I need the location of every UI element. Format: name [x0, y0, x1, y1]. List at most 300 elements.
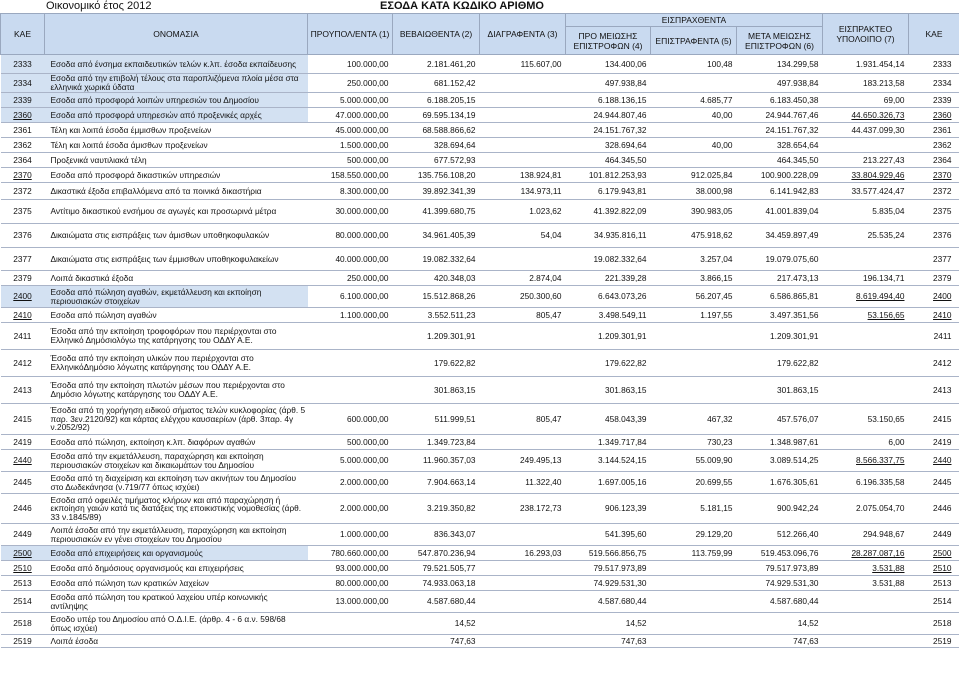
row-certified: 19.082.332,64	[393, 248, 480, 271]
col-header-deleted: ΔΙΑΓΡΑΦΕΝΤΑ (3)	[480, 14, 566, 55]
row-kae-code-right: 2415	[909, 404, 959, 435]
row-refunded: 40,00	[651, 138, 737, 153]
table-row	[1, 286, 959, 308]
row-kae-code: 2375	[1, 200, 45, 224]
row-collected-post-refunds: 79.517.973,89	[737, 561, 823, 576]
row-collected-pre-refunds: 6.179.943,81	[566, 183, 651, 200]
row-kae-code-right: 2446	[909, 494, 959, 524]
table-row	[1, 55, 959, 74]
row-deleted: 1.023,62	[480, 200, 566, 224]
table-body	[1, 55, 959, 648]
row-kae-code-right: 2333	[909, 55, 959, 74]
row-deleted: 2.874,04	[480, 271, 566, 286]
row-collected-pre-refunds: 4.587.680,44	[566, 591, 651, 613]
fiscal-year-label: Οικονομικό έτος 2012	[46, 0, 152, 12]
row-budget: 250.000,00	[308, 74, 393, 93]
row-kae-code-right: 2449	[909, 524, 959, 546]
row-kae-code-right: 2334	[909, 74, 959, 93]
row-budget	[308, 377, 393, 404]
row-collected-post-refunds: 134.299,58	[737, 55, 823, 74]
row-collected-post-refunds: 747,63	[737, 635, 823, 648]
row-certified: 179.622,82	[393, 350, 480, 377]
row-budget: 30.000.000,00	[308, 200, 393, 224]
row-kae-code-right: 2364	[909, 153, 959, 168]
row-deleted	[480, 613, 566, 635]
row-budget: 8.300.000,00	[308, 183, 393, 200]
row-remaining: 33.804.929,46	[823, 168, 909, 183]
row-description: Εσοδα από προσφορά υπηρεσιών από προξενικές αρχές	[45, 108, 308, 123]
row-remaining: 28.287.087,16	[823, 546, 909, 561]
row-collected-pre-refunds: 541.395,60	[566, 524, 651, 546]
table-row	[1, 138, 959, 153]
row-description: Λοιπά έσοδα	[45, 635, 308, 648]
row-remaining: 25.535,24	[823, 224, 909, 248]
row-deleted	[480, 561, 566, 576]
row-certified: 74.933.063,18	[393, 576, 480, 591]
row-kae-code-right: 2376	[909, 224, 959, 248]
row-description: Εσοδα από πώληση, εκποίηση κ.λπ. διαφόρων αγαθών	[45, 435, 308, 450]
row-deleted: 249.495,13	[480, 450, 566, 472]
table-row	[1, 248, 959, 271]
row-collected-post-refunds: 217.473,13	[737, 271, 823, 286]
row-budget	[308, 613, 393, 635]
row-remaining	[823, 591, 909, 613]
row-kae-code: 2410	[1, 308, 45, 323]
row-description: Εσοδα από πώληση του κρατικού λαχείου υπέρ κοινωνικής αντίληψης	[45, 591, 308, 613]
row-collected-post-refunds: 328.654,64	[737, 138, 823, 153]
row-collected-post-refunds: 6.586.865,81	[737, 286, 823, 308]
row-kae-code-right: 2370	[909, 168, 959, 183]
row-collected-post-refunds: 100.900.228,09	[737, 168, 823, 183]
row-kae-code: 2446	[1, 494, 45, 524]
row-collected-pre-refunds: 458.043,39	[566, 404, 651, 435]
row-kae-code: 2449	[1, 524, 45, 546]
row-refunded	[651, 74, 737, 93]
row-budget: 5.000.000,00	[308, 450, 393, 472]
row-kae-code-right: 2412	[909, 350, 959, 377]
row-collected-post-refunds: 6.183.450,38	[737, 93, 823, 108]
table-row	[1, 546, 959, 561]
row-remaining: 196.134,71	[823, 271, 909, 286]
row-budget: 5.000.000,00	[308, 93, 393, 108]
revenue-table	[0, 13, 959, 648]
row-description: Εσοδα από την επιβολή τέλους στα παροπλιζόμενα πλοία μέσα στα ελληνικά χωρικά ύδατα	[45, 74, 308, 93]
row-kae-code: 2362	[1, 138, 45, 153]
row-budget: 600.000,00	[308, 404, 393, 435]
row-certified: 328.694,64	[393, 138, 480, 153]
row-deleted	[480, 524, 566, 546]
row-refunded: 100,48	[651, 55, 737, 74]
row-collected-pre-refunds: 497.938,84	[566, 74, 651, 93]
row-kae-code-right: 2379	[909, 271, 959, 286]
row-refunded: 56.207,45	[651, 286, 737, 308]
row-remaining: 183.213,58	[823, 74, 909, 93]
row-kae-code-right: 2377	[909, 248, 959, 271]
row-certified: 420.348,03	[393, 271, 480, 286]
row-collected-pre-refunds: 328.694,64	[566, 138, 651, 153]
row-kae-code: 2412	[1, 350, 45, 377]
row-kae-code-right: 2500	[909, 546, 959, 561]
row-kae-code: 2334	[1, 74, 45, 93]
row-kae-code-right: 2419	[909, 435, 959, 450]
row-budget: 6.100.000,00	[308, 286, 393, 308]
row-remaining: 44.650.326,73	[823, 108, 909, 123]
col-header-kae-right: ΚΑΕ	[909, 14, 959, 55]
row-budget: 250.000,00	[308, 271, 393, 286]
row-description: Εσοδα από προσφορά δικαστικών υπηρεσιών	[45, 168, 308, 183]
row-collected-pre-refunds: 519.566.856,75	[566, 546, 651, 561]
row-deleted: 250.300,60	[480, 286, 566, 308]
row-collected-post-refunds: 14,52	[737, 613, 823, 635]
row-collected-post-refunds: 24.151.767,32	[737, 123, 823, 138]
row-description: Λοιπά δικαστικά έξοδα	[45, 271, 308, 286]
col-header-remaining: ΕΙΣΠΡΑΚΤΕΟ ΥΠΟΛΟΙΠΟ (7)	[823, 14, 909, 55]
row-deleted: 134.973,11	[480, 183, 566, 200]
row-deleted	[480, 248, 566, 271]
row-kae-code-right: 2362	[909, 138, 959, 153]
row-budget: 500.000,00	[308, 153, 393, 168]
row-certified: 79.521.505,77	[393, 561, 480, 576]
row-refunded: 113.759,99	[651, 546, 737, 561]
row-certified: 41.399.680,75	[393, 200, 480, 224]
row-refunded: 390.983,05	[651, 200, 737, 224]
row-budget	[308, 323, 393, 350]
row-deleted: 805,47	[480, 404, 566, 435]
row-kae-code: 2364	[1, 153, 45, 168]
row-deleted: 138.924,81	[480, 168, 566, 183]
row-collected-pre-refunds: 24.944.807,46	[566, 108, 651, 123]
row-collected-post-refunds: 301.863,15	[737, 377, 823, 404]
row-budget	[308, 635, 393, 648]
row-kae-code-right: 2518	[909, 613, 959, 635]
row-refunded	[651, 635, 737, 648]
row-remaining: 8.619.494,40	[823, 286, 909, 308]
row-description: Λοιπά έσοδα από την εκμετάλλευση, παραχώρηση και εκποίηση περιουσιακών εν γένει στοιχείων του Δημοσίου	[45, 524, 308, 546]
row-refunded	[651, 591, 737, 613]
row-certified: 836.343,07	[393, 524, 480, 546]
row-collected-post-refunds: 41.001.839,04	[737, 200, 823, 224]
row-refunded: 4.685,77	[651, 93, 737, 108]
col-header-pre-refunds: ΠΡΟ ΜΕΙΩΣΗΣ ΕΠΙΣΤΡΟΦΩΝ (4)	[566, 27, 651, 55]
row-deleted	[480, 74, 566, 93]
row-remaining: 294.948,67	[823, 524, 909, 546]
row-kae-code-right: 2410	[909, 308, 959, 323]
row-description: Εσοδα από ένσημα εκπαιδευτικών τελών κ.λπ. έσοδα εκπαίδευσης	[45, 55, 308, 74]
row-refunded: 29.129,20	[651, 524, 737, 546]
col-header-name: ΟΝΟΜΑΣΙΑ	[45, 14, 308, 55]
row-collected-post-refunds: 24.944.767,46	[737, 108, 823, 123]
row-certified: 34.961.405,39	[393, 224, 480, 248]
row-remaining: 44.437.099,30	[823, 123, 909, 138]
row-kae-code-right: 2445	[909, 472, 959, 494]
row-budget: 13.000.000,00	[308, 591, 393, 613]
row-refunded	[651, 576, 737, 591]
row-description: Εσοδα από οφειλές τιμήματος κλήρων και από παραχώρηση ή εκποίηση γαιών κατά τις διατάξεις της εποικιστικής νομοθεσίας (άρθ. 33 ν.1845/89)	[45, 494, 308, 524]
table-row	[1, 613, 959, 635]
table-row	[1, 524, 959, 546]
row-kae-code: 2333	[1, 55, 45, 74]
table-row	[1, 271, 959, 286]
row-refunded: 40,00	[651, 108, 737, 123]
row-description: Αντίτιμο δικαστικού ενσήμου σε αγωγές και προσωρινά μέτρα	[45, 200, 308, 224]
row-deleted: 805,47	[480, 308, 566, 323]
row-collected-pre-refunds: 14,52	[566, 613, 651, 635]
row-kae-code: 2400	[1, 286, 45, 308]
table-row	[1, 404, 959, 435]
row-remaining	[823, 248, 909, 271]
row-kae-code-right: 2514	[909, 591, 959, 613]
row-certified: 68.588.866,62	[393, 123, 480, 138]
row-kae-code: 2379	[1, 271, 45, 286]
row-budget: 1.500.000,00	[308, 138, 393, 153]
row-deleted	[480, 138, 566, 153]
row-budget: 45.000.000,00	[308, 123, 393, 138]
row-kae-code-right: 2440	[909, 450, 959, 472]
row-kae-code: 2339	[1, 93, 45, 108]
row-collected-post-refunds: 1.676.305,61	[737, 472, 823, 494]
row-collected-post-refunds: 3.497.351,56	[737, 308, 823, 323]
row-refunded	[651, 153, 737, 168]
row-description: Δικαιώματα στις εισπράξεις των άμισθων υποθηκοφυλακών	[45, 224, 308, 248]
row-deleted	[480, 435, 566, 450]
row-refunded	[651, 350, 737, 377]
row-remaining: 53.150,65	[823, 404, 909, 435]
row-refunded	[651, 123, 737, 138]
row-budget: 1.100.000,00	[308, 308, 393, 323]
row-collected-post-refunds: 457.576,07	[737, 404, 823, 435]
row-collected-pre-refunds: 6.643.073,26	[566, 286, 651, 308]
row-budget: 93.000.000,00	[308, 561, 393, 576]
row-deleted	[480, 108, 566, 123]
row-refunded: 3.257,04	[651, 248, 737, 271]
row-kae-code: 2377	[1, 248, 45, 271]
row-kae-code: 2445	[1, 472, 45, 494]
row-collected-post-refunds: 1.209.301,91	[737, 323, 823, 350]
table-row	[1, 224, 959, 248]
row-refunded: 475.918,62	[651, 224, 737, 248]
row-kae-code: 2361	[1, 123, 45, 138]
row-remaining: 8.566.337,75	[823, 450, 909, 472]
row-deleted	[480, 377, 566, 404]
row-description: Δικαιώματα στις εισπράξεις των έμμισθων υποθηκοφυλακείων	[45, 248, 308, 271]
row-description: Δικαστικά έξοδα επιβαλλόμενα από τα ποινικά δικαστήρια	[45, 183, 308, 200]
row-kae-code: 2419	[1, 435, 45, 450]
row-refunded: 5.181,15	[651, 494, 737, 524]
row-collected-pre-refunds: 1.697.005,16	[566, 472, 651, 494]
row-description: Εσοδα από δημόσιους οργανισμούς και επιχειρήσεις	[45, 561, 308, 576]
row-kae-code-right: 2372	[909, 183, 959, 200]
row-collected-post-refunds: 3.089.514,25	[737, 450, 823, 472]
row-collected-post-refunds: 900.942,24	[737, 494, 823, 524]
row-kae-code: 2510	[1, 561, 45, 576]
row-remaining: 5.835,04	[823, 200, 909, 224]
row-budget: 500.000,00	[308, 435, 393, 450]
col-header-refunded: ΕΠΙΣΤΡΑΦΕΝΤΑ (5)	[651, 27, 737, 55]
row-collected-pre-refunds: 79.517.973,89	[566, 561, 651, 576]
row-certified: 69.595.134,19	[393, 108, 480, 123]
table-row	[1, 93, 959, 108]
row-refunded	[651, 613, 737, 635]
col-header-budget: ΠΡΟΥΠΟΛ/ΕΝΤΑ (1)	[308, 14, 393, 55]
row-deleted	[480, 323, 566, 350]
table-row	[1, 308, 959, 323]
row-certified: 747,63	[393, 635, 480, 648]
row-description: Εσοδα από την εκμετάλλευση, παραχώρηση και εκποίηση περιουσιακών στοιχείων και δικαιωμάτων του Δημοσίου	[45, 450, 308, 472]
table-row	[1, 183, 959, 200]
row-collected-pre-refunds: 41.392.822,09	[566, 200, 651, 224]
row-kae-code: 2519	[1, 635, 45, 648]
row-remaining	[823, 613, 909, 635]
row-collected-pre-refunds: 24.151.767,32	[566, 123, 651, 138]
row-kae-code: 2360	[1, 108, 45, 123]
row-remaining: 3.531,88	[823, 576, 909, 591]
row-certified: 6.188.205,15	[393, 93, 480, 108]
table-row	[1, 74, 959, 93]
row-description: Έσοδα από την εκποίηση τροφοφόρων που περιέρχονται στο Ελληνικό Δημόσιολόγω της κατάρηγσης του ΟΔΔΥ Α.Ε.	[45, 323, 308, 350]
row-refunded: 38.000,98	[651, 183, 737, 200]
table-row	[1, 323, 959, 350]
row-budget: 80.000.000,00	[308, 224, 393, 248]
row-deleted: 115.607,00	[480, 55, 566, 74]
row-kae-code-right: 2510	[909, 561, 959, 576]
row-budget: 2.000.000,00	[308, 494, 393, 524]
row-certified: 135.756.108,20	[393, 168, 480, 183]
row-collected-pre-refunds: 74.929.531,30	[566, 576, 651, 591]
table-row	[1, 561, 959, 576]
row-description: Εσοδα από προσφορά λοιπών υπηρεσιών του Δημοσίου	[45, 93, 308, 108]
row-kae-code-right: 2375	[909, 200, 959, 224]
row-certified: 681.152,42	[393, 74, 480, 93]
row-collected-post-refunds: 74.929.531,30	[737, 576, 823, 591]
row-refunded: 730,23	[651, 435, 737, 450]
row-refunded	[651, 561, 737, 576]
row-deleted: 11.322,40	[480, 472, 566, 494]
row-deleted: 238.172,73	[480, 494, 566, 524]
row-kae-code: 2514	[1, 591, 45, 613]
table-row	[1, 153, 959, 168]
table-row	[1, 435, 959, 450]
row-collected-pre-refunds: 134.400,06	[566, 55, 651, 74]
row-remaining	[823, 377, 909, 404]
row-deleted	[480, 153, 566, 168]
row-remaining	[823, 635, 909, 648]
row-collected-pre-refunds: 3.144.524,15	[566, 450, 651, 472]
row-remaining: 2.075.054,70	[823, 494, 909, 524]
row-certified: 15.512.868,26	[393, 286, 480, 308]
row-remaining	[823, 350, 909, 377]
row-remaining: 69,00	[823, 93, 909, 108]
row-deleted	[480, 93, 566, 108]
row-description: Εσοδα από πώληση αγαθών	[45, 308, 308, 323]
row-certified: 2.181.461,20	[393, 55, 480, 74]
row-collected-post-refunds: 464.345,50	[737, 153, 823, 168]
row-budget: 158.550.000,00	[308, 168, 393, 183]
row-description: Έσοδα από την εκποίηση πλωτών μέσων που περιέρχονται στο Δημόσιο λόγωτης κατάργησης του ΟΔΔΥ Α.Ε.	[45, 377, 308, 404]
row-budget: 40.000.000,00	[308, 248, 393, 271]
row-collected-post-refunds: 512.266,40	[737, 524, 823, 546]
row-collected-pre-refunds: 179.622,82	[566, 350, 651, 377]
table-row	[1, 635, 959, 648]
row-collected-pre-refunds: 19.082.332,64	[566, 248, 651, 271]
row-deleted	[480, 576, 566, 591]
row-certified: 4.587.680,44	[393, 591, 480, 613]
report-header	[0, 0, 959, 12]
col-header-kae: ΚΑΕ	[1, 14, 45, 55]
row-certified: 14,52	[393, 613, 480, 635]
row-deleted: 16.293,03	[480, 546, 566, 561]
row-refunded: 3.866,15	[651, 271, 737, 286]
row-remaining	[823, 138, 909, 153]
row-remaining: 33.577.424,47	[823, 183, 909, 200]
row-certified: 677.572,93	[393, 153, 480, 168]
row-collected-post-refunds: 1.348.987,61	[737, 435, 823, 450]
row-kae-code: 2413	[1, 377, 45, 404]
row-certified: 39.892.341,39	[393, 183, 480, 200]
table-row	[1, 168, 959, 183]
row-kae-code-right: 2339	[909, 93, 959, 108]
row-deleted	[480, 591, 566, 613]
row-kae-code: 2415	[1, 404, 45, 435]
row-certified: 11.960.357,03	[393, 450, 480, 472]
table-row	[1, 494, 959, 524]
row-refunded	[651, 323, 737, 350]
row-collected-pre-refunds: 747,63	[566, 635, 651, 648]
col-header-post-refunds: ΜΕΤΑ ΜΕΙΩΣΗΣ ΕΠΙΣΤΡΟΦΩΝ (6)	[737, 27, 823, 55]
row-collected-post-refunds: 4.587.680,44	[737, 591, 823, 613]
row-kae-code-right: 2361	[909, 123, 959, 138]
row-kae-code-right: 2513	[909, 576, 959, 591]
row-kae-code: 2518	[1, 613, 45, 635]
row-remaining: 6,00	[823, 435, 909, 450]
row-collected-pre-refunds: 101.812.253,93	[566, 168, 651, 183]
row-certified: 547.870.236,94	[393, 546, 480, 561]
row-certified: 3.219.350,82	[393, 494, 480, 524]
row-kae-code-right: 2411	[909, 323, 959, 350]
row-collected-pre-refunds: 221.339,28	[566, 271, 651, 286]
row-budget: 780.660.000,00	[308, 546, 393, 561]
row-budget: 100.000,00	[308, 55, 393, 74]
row-description: Εσοδα από πώληση αγαθών, εκμετάλλευση και εκποίηση περιουσιακών στοιχείων	[45, 286, 308, 308]
row-kae-code: 2513	[1, 576, 45, 591]
row-kae-code: 2370	[1, 168, 45, 183]
row-collected-pre-refunds: 906.123,39	[566, 494, 651, 524]
row-remaining: 213.227,43	[823, 153, 909, 168]
row-deleted	[480, 350, 566, 377]
table-row	[1, 377, 959, 404]
row-collected-pre-refunds: 464.345,50	[566, 153, 651, 168]
row-refunded: 1.197,55	[651, 308, 737, 323]
row-budget: 1.000.000,00	[308, 524, 393, 546]
row-certified: 3.552.511,23	[393, 308, 480, 323]
row-remaining: 1.931.454,14	[823, 55, 909, 74]
row-description: Έσοδα από τη χορήγηση ειδικού σήματος τελών κυκλοφορίας (άρθ. 5 παρ. 3εν.2120/92) και κάρτας ελέγχου καυσαερίων (άρθ. 3παρ. 4γ ν.2052/92)	[45, 404, 308, 435]
row-kae-code: 2372	[1, 183, 45, 200]
row-deleted: 54,04	[480, 224, 566, 248]
row-kae-code: 2376	[1, 224, 45, 248]
col-header-collected-group: ΕΙΣΠΡΑΧΘΕΝΤΑ	[566, 14, 823, 27]
table-row	[1, 591, 959, 613]
row-description: Τέλη και λοιπά έσοδα άμισθων προξενείων	[45, 138, 308, 153]
col-header-certified: ΒΕΒΑΙΩΘΕΝΤΑ (2)	[393, 14, 480, 55]
row-kae-code: 2411	[1, 323, 45, 350]
row-description: Εσοδα από πώληση των κρατικών λαχείων	[45, 576, 308, 591]
row-kae-code-right: 2360	[909, 108, 959, 123]
row-collected-pre-refunds: 6.188.136,15	[566, 93, 651, 108]
row-description: Εσοδο υπέρ του Δημοσίου από Ο.Δ.Ι.Ε. (άρθρ. 4 - 6 α.ν. 598/68 όπως ισχύει)	[45, 613, 308, 635]
row-refunded: 55.009,90	[651, 450, 737, 472]
table-row	[1, 123, 959, 138]
row-collected-post-refunds: 497.938,84	[737, 74, 823, 93]
